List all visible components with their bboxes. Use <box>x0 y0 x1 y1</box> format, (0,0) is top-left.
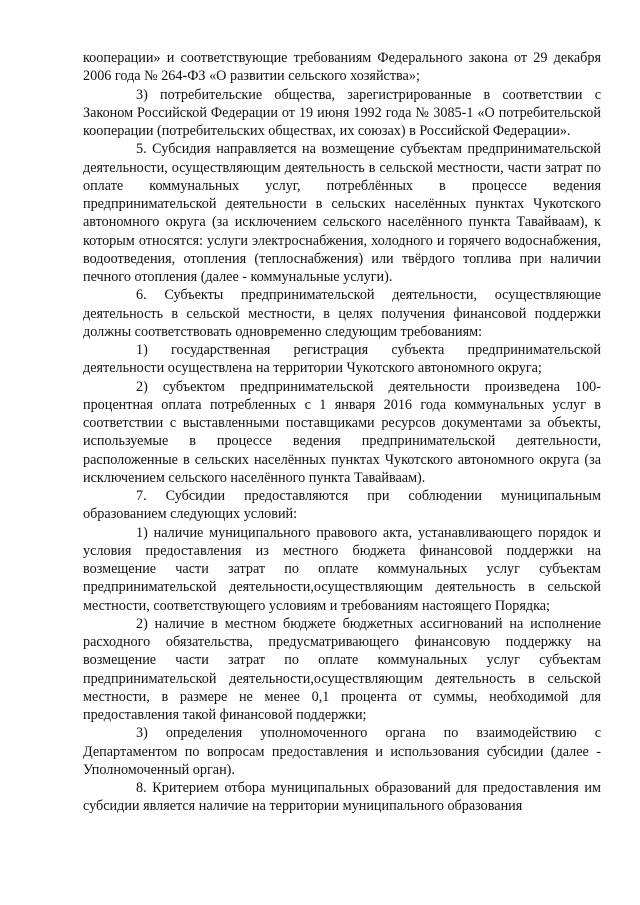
paragraph-clause-7-item-1: 1) наличие муниципального правового акта, устанавливающего порядок и условия предоставления из местного бюджета финансовой поддержки на возмещение части затрат по оплате коммунальных услуг субъектам предпринимательской деятельности,осуществляющим деятельность в сельской местности, соответствующего условиям и требованиям настоящего Порядка; <box>83 524 601 614</box>
paragraph-clause-8: 8. Критерием отбора муниципальных образований для предоставления им субсидии является наличие на территории муниципального образования <box>83 780 601 815</box>
paragraph-clause-7: 7. Субсидии предоставляются при соблюдении муниципальным образованием следующих условий: <box>83 488 601 523</box>
document-page <box>83 49 601 816</box>
paragraph-clause-5: 5. Субсидия направляется на возмещение субъектам предпринимательской деятельности, осуществляющим деятельность в сельской местности, части затрат по оплате коммунальных услуг, потреблённых в процессе ведения предпринимательской деятельности в сельских населённых пунктах Чукотского автономного округа (за исключением сельского населённого пункта Тавайваам), к которым относятся: услуги электроснабжения, холодного и горячего водоснабжения, водоотведения, отопления (теплоснабжения) или твёрдого топлива при наличии печного отопления (далее - коммунальные услуги). <box>83 141 601 285</box>
paragraph-clause-7-item-2: 2) наличие в местном бюджете бюджетных ассигнований на исполнение расходного обязательства, предусматривающего финансовую поддержку на возмещение части затрат по оплате коммунальных услуг субъектам предпринимательской деятельности,осуществляющим деятельность в сельской местности, в размере не менее 0,1 процента от суммы, необходимой для предоставления такой финансовой поддержки; <box>83 615 601 723</box>
paragraph-clause-6-item-1: 1) государственная регистрация субъекта предпринимательской деятельности осуществлена на территории Чукотского автономного округа; <box>83 342 601 377</box>
paragraph-clause-6: 6. Субъекты предпринимательской деятельности, осуществляющие деятельность в сельской местности, в целях получения финансовой поддержки должны соответствовать одновременно следующим требованиям: <box>83 287 601 340</box>
paragraph-continuation-cooperation: кооперации» и соответствующие требованиям Федерального закона от 29 декабря 2006 года № 264-ФЗ «О развитии сельского хозяйства»; <box>83 50 601 85</box>
paragraph-clause-6-item-2: 2) субъектом предпринимательской деятельности произведена 100-процентная оплата потребленных с 1 января 2016 года коммунальных услуг в соответствии с выставленными поставщиками ресурсов документами за объекты, используемые в процессе ведения предпринимательской деятельности, расположенные в сельских населённых пунктах Чукотского автономного округа (за исключением сельского населённого пункта Тавайваам). <box>83 378 601 486</box>
paragraph-clause-7-item-3: 3) определения уполномоченного органа по взаимодействию с Департаментом по вопросам предоставления и использования субсидии (далее - Уполномоченный орган). <box>83 725 601 778</box>
paragraph-item-3-consumer-societies: 3) потребительские общества, зарегистрированные в соответствии с Законом Российской Федерации от 19 июня 1992 года № 3085-1 «О потребительской кооперации (потребительских обществах, их союзах) в Российской Федерации». <box>83 86 601 139</box>
